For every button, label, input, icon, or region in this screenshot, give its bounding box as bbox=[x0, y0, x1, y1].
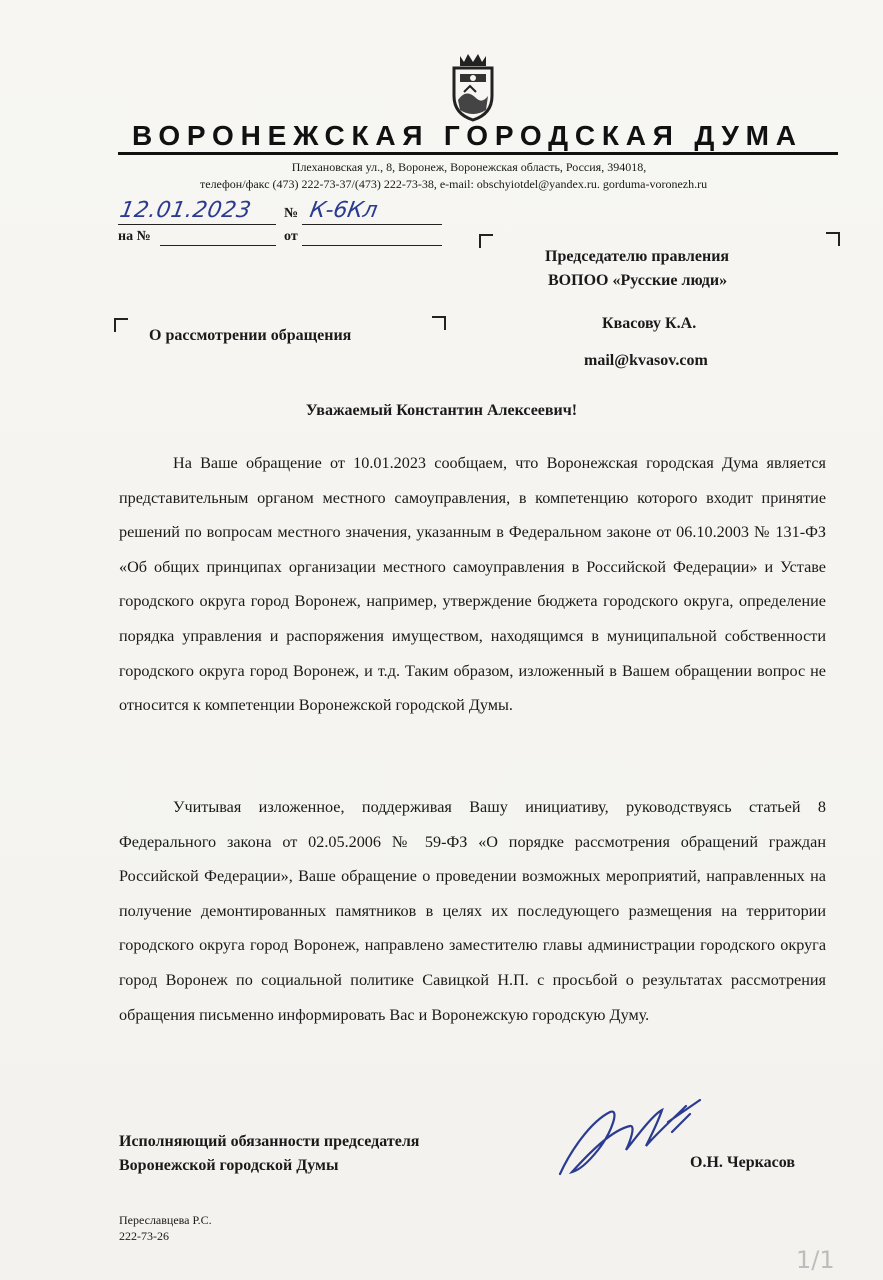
number-line bbox=[302, 224, 442, 225]
page-indicator: 1/1 bbox=[796, 1246, 835, 1274]
addressee-line1: Председателю правления bbox=[545, 248, 730, 265]
organization-contacts: телефон/факс (473) 222-73-37/(473) 222-73-38, e-mail: obschyiotdel@yandex.ru. gorduma-voronezh.ru bbox=[200, 177, 708, 191]
ref-line bbox=[160, 245, 276, 246]
addressee-corner-right bbox=[826, 232, 840, 246]
salutation: Уважаемый Константин Алексеевич! bbox=[305, 402, 578, 419]
organization-name: ВОРОНЕЖСКАЯ ГОРОДСКАЯ ДУМА bbox=[132, 120, 803, 151]
organization-address: Плехановская ул., 8, Воронеж, Воронежская область, Россия, 394018, bbox=[291, 160, 647, 174]
number-label: № bbox=[284, 206, 299, 221]
coat-of-arms-icon bbox=[446, 52, 500, 122]
executor-name: Переславцева Р.С. bbox=[119, 1213, 212, 1227]
signatory-title-line2: Воронежской городской Думы bbox=[119, 1157, 339, 1174]
ref-label: на № bbox=[118, 229, 151, 244]
addressee-name: Квасову К.А. bbox=[602, 315, 697, 332]
date-line bbox=[118, 224, 276, 225]
addressee-email: mail@kvasov.com bbox=[584, 352, 708, 369]
handwritten-number: К-6Кл bbox=[307, 198, 380, 223]
executor-info bbox=[119, 1212, 212, 1244]
from-label: от bbox=[284, 229, 298, 244]
handwritten-date: 12.01.2023 bbox=[117, 198, 254, 223]
handwritten-signature bbox=[550, 1092, 710, 1182]
header-divider bbox=[118, 152, 838, 155]
signatory-title-line1: Исполняющий обязанности председателя bbox=[119, 1133, 420, 1150]
subject-corner-left bbox=[114, 318, 128, 332]
subject-corner-right bbox=[432, 316, 446, 330]
body-paragraph-2-text: Учитывая изложенное, поддерживая Вашу инициативу, руководствуясь статьей 8 Федерального закона от 02.05.2006 № 59-ФЗ «О порядке рассмотрения обращений граждан Российской Федерации», Ваше обращение о проведении возможных мероприятий, направленных на получение демонтированных памятников в целях их последующего размещения на территории городского округа город Воронеж, направлено заместителю главы администрации городского округа город Воронеж по социальной политике Савицкой Н.П. с просьбой о результатах рассмотрения обращения письменно информировать Вас и Воронежскую городскую Думу. bbox=[119, 798, 826, 1024]
executor-phone: 222-73-26 bbox=[119, 1229, 169, 1243]
body-paragraph-1-text: На Ваше обращение от 10.01.2023 сообщаем, что Воронежская городская Дума является представительным органом местного самоуправления, в компетенцию которого входит принятие решений по вопросам местного значения, указанным в Федеральном законе от 06.10.2003 № 131-ФЗ «Об общих принципах организации местного самоуправления в Российской Федерации» и Уставе городского округа город Воронеж, например, утверждение бюджета городского округа, определение порядка управления и распоряжения имуществом, находящимся в муниципальной собственности городского округа город Воронеж, и т.д. Таким образом, изложенный в Вашем обращении вопрос не относится к компетенции Воронежской городской Думы. bbox=[119, 454, 826, 715]
body-paragraph-2 bbox=[119, 790, 826, 1032]
body-paragraph-1 bbox=[119, 446, 826, 723]
addressee-corner-left bbox=[479, 234, 493, 248]
signatory-name: О.Н. Черкасов bbox=[690, 1154, 795, 1171]
from-line bbox=[302, 245, 442, 246]
signatory-title bbox=[119, 1130, 419, 1178]
addressee-line2: ВОПОО «Русские люди» bbox=[548, 272, 728, 289]
subject-line: О рассмотрении обращения bbox=[149, 327, 352, 344]
